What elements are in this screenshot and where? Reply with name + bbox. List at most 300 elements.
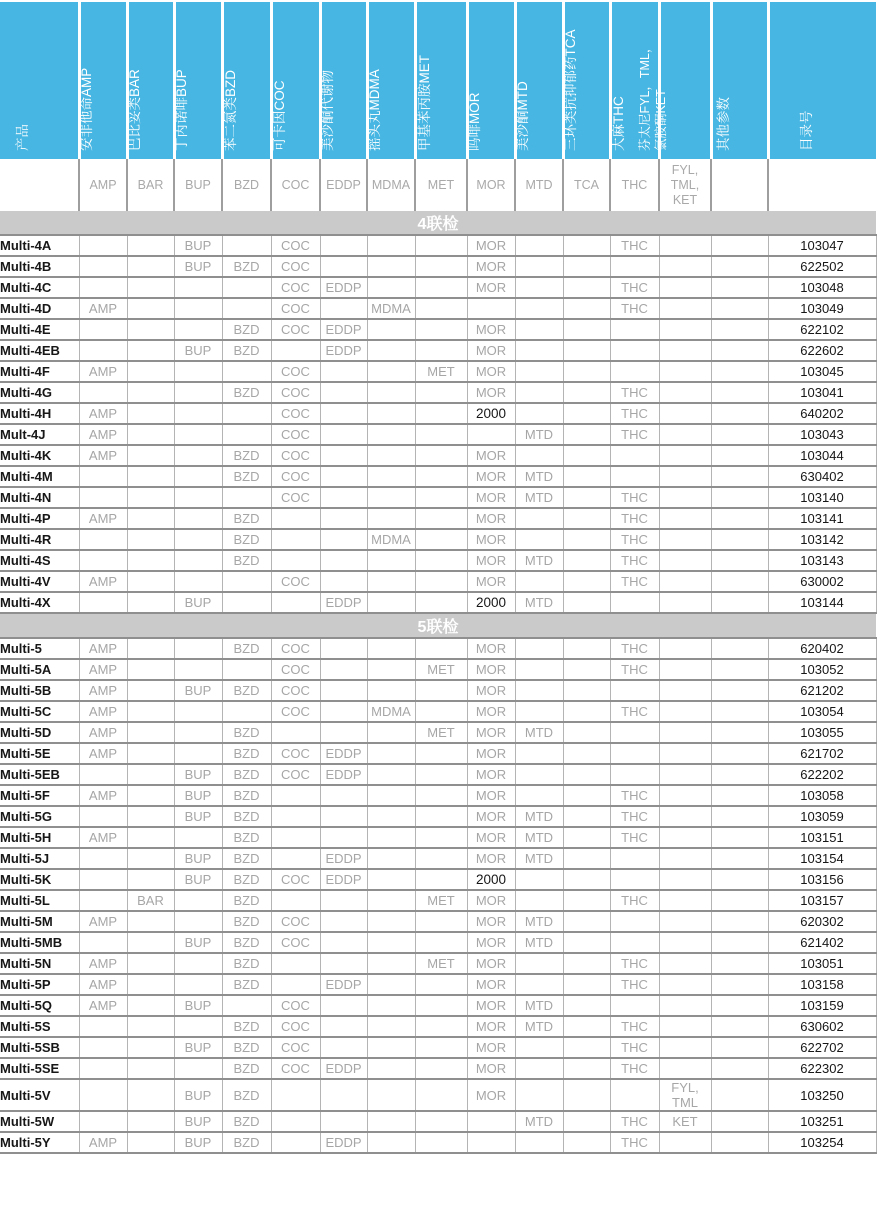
cell-COC: COC xyxy=(271,911,320,932)
table-row xyxy=(0,869,876,890)
cell-COC xyxy=(271,953,320,974)
col-abbr-OTHER xyxy=(711,159,768,211)
cell-MDMA xyxy=(367,848,415,869)
cell-EDDP xyxy=(320,529,367,550)
cell-COC: COC xyxy=(271,445,320,466)
cell-BZD: BZD xyxy=(222,550,271,571)
cell-EDDP xyxy=(320,890,367,911)
cell-MDMA xyxy=(367,953,415,974)
cell-MDMA xyxy=(367,722,415,743)
cell-MET xyxy=(415,806,467,827)
cell-EDDP xyxy=(320,1111,367,1132)
cell-EDDP xyxy=(320,487,367,508)
cell-MTD xyxy=(515,974,563,995)
cell-MOR: MOR xyxy=(467,571,515,592)
cell-FYL xyxy=(659,277,711,298)
cell-MET xyxy=(415,298,467,319)
cell-EDDP xyxy=(320,932,367,953)
cell-THC: THC xyxy=(610,235,659,256)
cell-MDMA: MDMA xyxy=(367,529,415,550)
cell-BAR xyxy=(127,953,174,974)
cell-TCA xyxy=(563,256,610,277)
cell-BUP xyxy=(174,1016,222,1037)
cell-OTHER xyxy=(711,932,768,953)
cell-BUP: BUP xyxy=(174,932,222,953)
cell-FYL xyxy=(659,424,711,445)
cell-AMP: AMP xyxy=(79,953,127,974)
table-row xyxy=(0,848,876,869)
cell-MDMA xyxy=(367,340,415,361)
col-header-MET xyxy=(415,1,467,159)
cell-OTHER xyxy=(711,277,768,298)
cell-OTHER xyxy=(711,743,768,764)
cell-OTHER xyxy=(711,869,768,890)
catalog-number: 622302 xyxy=(768,1058,876,1079)
cell-MTD xyxy=(515,319,563,340)
product-name: Multi-4F xyxy=(0,361,79,382)
cell-AMP xyxy=(79,1037,127,1058)
table-row xyxy=(0,592,876,613)
cell-COC: COC xyxy=(271,403,320,424)
product-name: Multi-4D xyxy=(0,298,79,319)
cell-MOR: MOR xyxy=(467,974,515,995)
cell-EDDP xyxy=(320,466,367,487)
cell-COC xyxy=(271,1111,320,1132)
cell-OTHER xyxy=(711,424,768,445)
cell-FYL: FYL, TML xyxy=(659,1079,711,1111)
catalog-number: 622502 xyxy=(768,256,876,277)
cell-TCA xyxy=(563,785,610,806)
cell-MTD xyxy=(515,659,563,680)
cell-MOR: MOR xyxy=(467,995,515,1016)
cell-MDMA xyxy=(367,1058,415,1079)
col-header-label-FYL: 芬太尼FYL，TML，氯胺酮KET xyxy=(638,40,668,151)
cell-AMP xyxy=(79,277,127,298)
cell-MTD: MTD xyxy=(515,466,563,487)
col-header-OTHER xyxy=(711,1,768,159)
cell-MET xyxy=(415,256,467,277)
cell-TCA xyxy=(563,743,610,764)
cell-BZD xyxy=(222,571,271,592)
cell-AMP: AMP xyxy=(79,722,127,743)
cell-FYL xyxy=(659,827,711,848)
cell-MET: MET xyxy=(415,361,467,382)
cell-EDDP: EDDP xyxy=(320,277,367,298)
col-header-label-OTHER: 其他参数 xyxy=(715,97,731,151)
cell-OTHER xyxy=(711,550,768,571)
cell-MDMA xyxy=(367,256,415,277)
cell-THC xyxy=(610,932,659,953)
cell-MOR: MOR xyxy=(467,235,515,256)
cell-TCA xyxy=(563,571,610,592)
cell-AMP xyxy=(79,340,127,361)
cell-OTHER xyxy=(711,1079,768,1111)
cell-OTHER xyxy=(711,680,768,701)
cell-COC xyxy=(271,785,320,806)
cell-FYL xyxy=(659,764,711,785)
table-row xyxy=(0,382,876,403)
cell-BUP xyxy=(174,1058,222,1079)
table-row xyxy=(0,911,876,932)
cell-TCA xyxy=(563,592,610,613)
cell-COC xyxy=(271,890,320,911)
cell-THC: THC xyxy=(610,571,659,592)
col-abbr-MDMA: MDMA xyxy=(367,159,415,211)
col-abbr-MOR: MOR xyxy=(467,159,515,211)
cell-COC: COC xyxy=(271,701,320,722)
cell-TCA xyxy=(563,722,610,743)
cell-EDDP: EDDP xyxy=(320,974,367,995)
cell-MDMA: MDMA xyxy=(367,298,415,319)
cell-COC xyxy=(271,974,320,995)
product-name: Multi-4V xyxy=(0,571,79,592)
cell-BZD: BZD xyxy=(222,722,271,743)
cell-OTHER xyxy=(711,848,768,869)
cell-TCA xyxy=(563,529,610,550)
col-header-label-TCA: 三环类抗抑郁药TCA xyxy=(562,29,578,151)
cell-OTHER xyxy=(711,806,768,827)
product-name: Multi-4R xyxy=(0,529,79,550)
cell-MDMA xyxy=(367,445,415,466)
cell-MET xyxy=(415,680,467,701)
cell-BUP xyxy=(174,550,222,571)
cell-BZD: BZD xyxy=(222,1111,271,1132)
table-row xyxy=(0,340,876,361)
catalog-number: 103254 xyxy=(768,1132,876,1153)
cell-THC: THC xyxy=(610,277,659,298)
cell-MDMA xyxy=(367,869,415,890)
cell-MTD xyxy=(515,382,563,403)
cell-BUP: BUP xyxy=(174,1037,222,1058)
catalog-number: 103158 xyxy=(768,974,876,995)
cell-FYL xyxy=(659,487,711,508)
cell-TCA xyxy=(563,340,610,361)
cell-EDDP: EDDP xyxy=(320,848,367,869)
cell-COC: COC xyxy=(271,1037,320,1058)
product-name: Multi-5MB xyxy=(0,932,79,953)
table-row xyxy=(0,361,876,382)
table-row xyxy=(0,529,876,550)
cell-MET xyxy=(415,1037,467,1058)
cell-OTHER xyxy=(711,953,768,974)
cell-BZD: BZD xyxy=(222,911,271,932)
cell-BZD: BZD xyxy=(222,529,271,550)
cell-BUP: BUP xyxy=(174,764,222,785)
product-name: Multi-4G xyxy=(0,382,79,403)
cell-AMP: AMP xyxy=(79,1132,127,1153)
cell-COC: COC xyxy=(271,298,320,319)
cell-EDDP xyxy=(320,701,367,722)
cell-THC: THC xyxy=(610,1016,659,1037)
cell-AMP xyxy=(79,592,127,613)
table-row xyxy=(0,424,876,445)
cell-COC: COC xyxy=(271,869,320,890)
col-header-MDMA xyxy=(367,1,415,159)
cell-BZD: BZD xyxy=(222,743,271,764)
cell-THC: THC xyxy=(610,827,659,848)
cell-THC: THC xyxy=(610,953,659,974)
cell-FYL xyxy=(659,1016,711,1037)
cell-AMP xyxy=(79,932,127,953)
cell-TCA xyxy=(563,508,610,529)
cell-MOR: MOR xyxy=(467,1079,515,1111)
cell-EDDP xyxy=(320,995,367,1016)
cell-OTHER xyxy=(711,890,768,911)
cell-BUP xyxy=(174,827,222,848)
cell-MTD: MTD xyxy=(515,592,563,613)
cell-COC: COC xyxy=(271,466,320,487)
product-name: Multi-4B xyxy=(0,256,79,277)
cell-MET xyxy=(415,638,467,659)
cell-FYL xyxy=(659,550,711,571)
cell-MET: MET xyxy=(415,953,467,974)
cell-BAR xyxy=(127,806,174,827)
cell-TCA xyxy=(563,298,610,319)
col-abbr-product xyxy=(0,159,79,211)
product-name: Multi-5Q xyxy=(0,995,79,1016)
cell-OTHER xyxy=(711,340,768,361)
col-header-label-BZD: 苯二氮类BZD xyxy=(222,70,238,151)
col-header-label-MET: 甲基苯丙胺MET xyxy=(417,55,432,151)
cell-BUP: BUP xyxy=(174,680,222,701)
cell-TCA xyxy=(563,827,610,848)
cell-MTD: MTD xyxy=(515,827,563,848)
cell-FYL xyxy=(659,974,711,995)
col-header-label-MOR: 吗啡MOR xyxy=(467,92,482,151)
cell-BAR xyxy=(127,571,174,592)
catalog-number: 103059 xyxy=(768,806,876,827)
cell-MET xyxy=(415,869,467,890)
cell-BZD: BZD xyxy=(222,1132,271,1153)
panel-table-head xyxy=(0,1,876,211)
catalog-number: 103140 xyxy=(768,487,876,508)
cell-AMP: AMP xyxy=(79,424,127,445)
cell-MOR: MOR xyxy=(467,680,515,701)
cell-FYL xyxy=(659,680,711,701)
cell-THC xyxy=(610,445,659,466)
table-row xyxy=(0,743,876,764)
cell-BZD: BZD xyxy=(222,508,271,529)
cell-FYL xyxy=(659,1037,711,1058)
cell-BAR xyxy=(127,722,174,743)
cell-FYL xyxy=(659,722,711,743)
cell-TCA xyxy=(563,277,610,298)
cell-TCA xyxy=(563,638,610,659)
cell-MTD: MTD xyxy=(515,806,563,827)
cell-BUP xyxy=(174,382,222,403)
catalog-number: 103058 xyxy=(768,785,876,806)
catalog-number: 620402 xyxy=(768,638,876,659)
cell-TCA xyxy=(563,382,610,403)
cell-FYL xyxy=(659,508,711,529)
cell-THC: THC xyxy=(610,701,659,722)
cell-MDMA xyxy=(367,680,415,701)
catalog-number: 640202 xyxy=(768,403,876,424)
cell-BZD: BZD xyxy=(222,680,271,701)
cell-MTD xyxy=(515,1079,563,1111)
cell-MDMA xyxy=(367,1111,415,1132)
catalog-number: 622202 xyxy=(768,764,876,785)
product-name: Multi-4S xyxy=(0,550,79,571)
cell-MOR: MOR xyxy=(467,1058,515,1079)
cell-FYL xyxy=(659,466,711,487)
cell-BAR xyxy=(127,638,174,659)
cell-EDDP: EDDP xyxy=(320,592,367,613)
cell-COC: COC xyxy=(271,487,320,508)
table-row xyxy=(0,1111,876,1132)
cell-BAR: BAR xyxy=(127,890,174,911)
cell-MOR: MOR xyxy=(467,932,515,953)
cell-FYL xyxy=(659,659,711,680)
cell-AMP xyxy=(79,487,127,508)
table-row xyxy=(0,550,876,571)
cell-TCA xyxy=(563,550,610,571)
cell-MET xyxy=(415,529,467,550)
cell-OTHER xyxy=(711,995,768,1016)
cell-OTHER xyxy=(711,571,768,592)
cell-BAR xyxy=(127,1079,174,1111)
cell-COC: COC xyxy=(271,995,320,1016)
product-name: Multi-5J xyxy=(0,848,79,869)
section-band-row xyxy=(0,211,876,235)
cell-TCA xyxy=(563,932,610,953)
cell-EDDP xyxy=(320,785,367,806)
cell-MTD: MTD xyxy=(515,848,563,869)
cell-BZD xyxy=(222,424,271,445)
product-name: Multi-5SB xyxy=(0,1037,79,1058)
col-abbr-COC: COC xyxy=(271,159,320,211)
product-name: Multi-5B xyxy=(0,680,79,701)
cell-EDDP: EDDP xyxy=(320,319,367,340)
cell-AMP xyxy=(79,1079,127,1111)
cell-BAR xyxy=(127,529,174,550)
cell-TCA xyxy=(563,701,610,722)
cell-BUP xyxy=(174,743,222,764)
product-name: Multi-4K xyxy=(0,445,79,466)
cell-TCA xyxy=(563,764,610,785)
cell-THC xyxy=(610,680,659,701)
cell-MOR: MOR xyxy=(467,743,515,764)
cell-BAR xyxy=(127,466,174,487)
cell-THC: THC xyxy=(610,424,659,445)
cell-FYL xyxy=(659,743,711,764)
cell-EDDP xyxy=(320,911,367,932)
cell-BZD: BZD xyxy=(222,1016,271,1037)
cell-MDMA xyxy=(367,277,415,298)
cell-FYL xyxy=(659,361,711,382)
cell-BAR xyxy=(127,1132,174,1153)
cell-BUP: BUP xyxy=(174,592,222,613)
table-row xyxy=(0,1058,876,1079)
cell-TCA xyxy=(563,890,610,911)
col-header-BZD xyxy=(222,1,271,159)
catalog-number: 103151 xyxy=(768,827,876,848)
cell-COC: COC xyxy=(271,638,320,659)
cell-MET xyxy=(415,487,467,508)
cell-COC: COC xyxy=(271,424,320,445)
cell-MDMA xyxy=(367,382,415,403)
product-name: Multi-5A xyxy=(0,659,79,680)
col-header-BUP xyxy=(174,1,222,159)
cell-OTHER xyxy=(711,974,768,995)
cell-THC: THC xyxy=(610,638,659,659)
cell-MTD xyxy=(515,529,563,550)
cell-THC: THC xyxy=(610,1132,659,1153)
cell-TCA xyxy=(563,445,610,466)
catalog-number: 103251 xyxy=(768,1111,876,1132)
cell-MTD xyxy=(515,869,563,890)
cell-MET: MET xyxy=(415,722,467,743)
catalog-number: 103049 xyxy=(768,298,876,319)
cell-BZD: BZD xyxy=(222,848,271,869)
cell-BZD: BZD xyxy=(222,319,271,340)
cell-TCA xyxy=(563,953,610,974)
cell-OTHER xyxy=(711,235,768,256)
cell-OTHER xyxy=(711,529,768,550)
cell-MDMA: MDMA xyxy=(367,701,415,722)
cell-EDDP xyxy=(320,550,367,571)
cell-MET xyxy=(415,466,467,487)
cell-MTD xyxy=(515,508,563,529)
cell-THC: THC xyxy=(610,659,659,680)
cell-THC xyxy=(610,466,659,487)
col-header-product xyxy=(0,1,79,159)
col-header-COC xyxy=(271,1,320,159)
table-row xyxy=(0,445,876,466)
cell-FYL xyxy=(659,298,711,319)
cell-BUP: BUP xyxy=(174,848,222,869)
catalog-number: 103054 xyxy=(768,701,876,722)
cell-COC xyxy=(271,592,320,613)
cell-AMP xyxy=(79,1111,127,1132)
cell-TCA xyxy=(563,424,610,445)
cell-MOR: MOR xyxy=(467,445,515,466)
product-name: Multi-5F xyxy=(0,785,79,806)
cell-TCA xyxy=(563,403,610,424)
cell-MTD: MTD xyxy=(515,487,563,508)
table-row xyxy=(0,298,876,319)
product-name: Multi-5P xyxy=(0,974,79,995)
cell-MOR: MOR xyxy=(467,911,515,932)
catalog-number: 630402 xyxy=(768,466,876,487)
col-header-MTD xyxy=(515,1,563,159)
cell-MTD xyxy=(515,277,563,298)
cell-MDMA xyxy=(367,1016,415,1037)
product-name: Multi-5Y xyxy=(0,1132,79,1153)
cell-BZD: BZD xyxy=(222,256,271,277)
cell-MET xyxy=(415,319,467,340)
cell-BAR xyxy=(127,382,174,403)
catalog-number: 630002 xyxy=(768,571,876,592)
cell-THC xyxy=(610,722,659,743)
col-abbr-TCA: TCA xyxy=(563,159,610,211)
section-band-row xyxy=(0,613,876,638)
cell-MTD xyxy=(515,1058,563,1079)
cell-EDDP xyxy=(320,403,367,424)
col-abbr-BZD: BZD xyxy=(222,159,271,211)
cell-BAR xyxy=(127,403,174,424)
cell-MOR: MOR xyxy=(467,361,515,382)
cell-BZD: BZD xyxy=(222,869,271,890)
cell-MET xyxy=(415,1132,467,1153)
table-row xyxy=(0,1016,876,1037)
product-name: Multi-4C xyxy=(0,277,79,298)
cell-MET xyxy=(415,848,467,869)
cell-COC: COC xyxy=(271,382,320,403)
col-header-label-catalog: 目录号 xyxy=(798,110,814,151)
cell-MTD: MTD xyxy=(515,550,563,571)
cell-MTD: MTD xyxy=(515,424,563,445)
